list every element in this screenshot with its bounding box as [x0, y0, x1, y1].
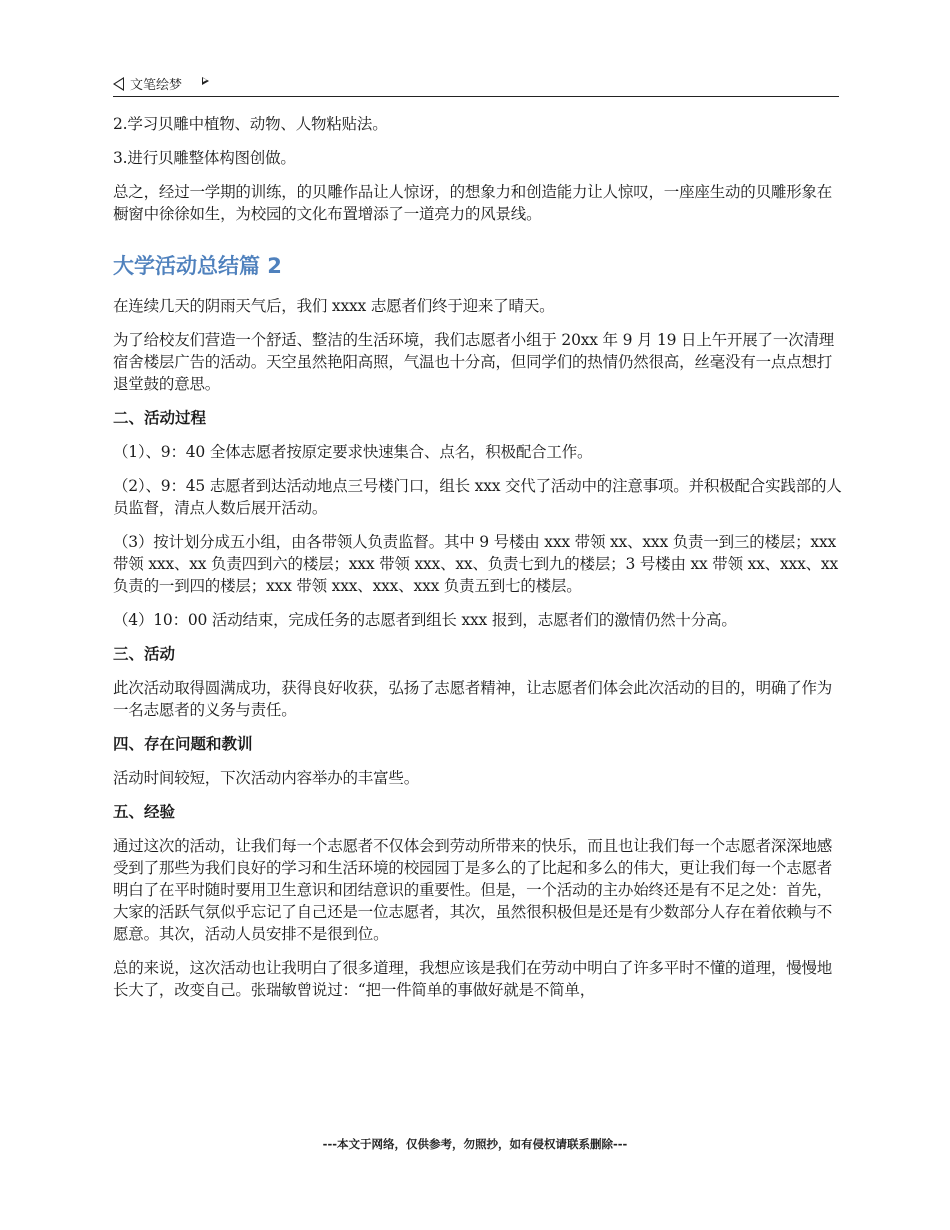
- paragraph: 通过这次的活动，让我们每一个志愿者不仅体会到劳动所带来的快乐，而且也让我们每一个志愿者深深地感受到了那些为我们良好的学习和生活环境的校园园丁是多么的了比起和多么的伟大，更让我们每一个志愿者明白了在平时随时要用卫生意识和团结意识的重要性。但是，一个活动的主办始终还是有不足之处：首先，大家的活跃气氛似乎忘记了自己还是一位志愿者，其次，虽然很积极但是还是有少数部分人存在着依赖与不愿意。其次，活动人员安排不是很到位。: [113, 837, 833, 943]
- section-title: 大学活动总结篇 2: [113, 254, 282, 278]
- paragraph: 此次活动取得圆满成功，获得良好收获，弘扬了志愿者精神，让志愿者们体会此次活动的目的，明确了作为一名志愿者的义务与责任。: [113, 679, 833, 719]
- paragraph: 3.进行贝雕整体构图创做。: [113, 149, 296, 167]
- paragraph: 在连续几天的阴雨天气后，我们 xxxx 志愿者们终于迎来了晴天。: [113, 297, 555, 315]
- subheading-process: 二、活动过程: [113, 409, 207, 427]
- subheading-problems: 四、存在问题和教训: [113, 735, 253, 753]
- header-brand: [113, 74, 209, 93]
- paragraph: 活动时间较短，下次活动内容举办的丰富些。: [113, 769, 420, 787]
- paragraph: 2.学习贝雕中植物、动物、人物粘贴法。: [113, 115, 388, 133]
- triangle-left-icon: [113, 77, 124, 91]
- subheading-result: 三、活动: [113, 645, 176, 663]
- paragraph: 为了给校友们营造一个舒适、整洁的生活环境，我们志愿者小组于 20xx 年 9 月 19 日上午开展了一次清理宿舍楼层广告的活动。天空虽然艳阳高照，气温也十分高，但同学们的热情仍然很高，丝毫没有一点点想打退堂鼓的意思。: [113, 331, 835, 393]
- list-item: （4）10：00 活动结束，完成任务的志愿者到组长 xxx 报到，志愿者们的激情仍然十分高。: [113, 611, 737, 629]
- header-title: 文笔绘梦: [130, 78, 183, 93]
- triangle-right-icon: [202, 77, 209, 85]
- paragraph: 总的来说，这次活动也让我明白了很多道理，我想应该是我们在劳动中明白了许多平时不懂的道理，慢慢地长大了，改变自己。张瑞敏曾说过：“把一件简单的事做好就是不简单，: [113, 959, 833, 999]
- paragraph: 总之，经过一学期的训练，的贝雕作品让人惊讶，的想象力和创造能力让人惊叹，一座座生动的贝雕形象在橱窗中徐徐如生，为校园的文化布置增添了一道亮力的风景线。: [113, 183, 833, 223]
- document-body: [113, 113, 843, 1013]
- list-item: （3）按计划分成五小组，由各带领人负责监督。其中 9 号楼由 xxx 带领 xx、xxx 负责一到三的楼层；xxx 带领 xxx、xx 负责四到六的楼层；xxx 带领 xxx、xx、负责七到九的楼层；3 号楼由 xx 带领 xx、xxx、xx 负责的一到四的楼层；xxx 带领 xxx、xxx、xxx 负责五到七的楼层。: [113, 533, 838, 595]
- page-footer: ---本文于网络，仅供参考，勿照抄，如有侵权请联系删除---: [322, 1137, 628, 1151]
- page-header: [113, 72, 839, 97]
- document-page: [113, 0, 842, 1230]
- list-item: （1）、9：40 全体志愿者按原定要求快速集合、点名，积极配合工作。: [113, 443, 593, 461]
- subheading-experience: 五、经验: [113, 803, 176, 821]
- list-item: （2）、9：45 志愿者到达活动地点三号楼门口，组长 xxx 交代了活动中的注意事项。并积极配合实践部的人员监督，清点人数后展开活动。: [113, 477, 842, 517]
